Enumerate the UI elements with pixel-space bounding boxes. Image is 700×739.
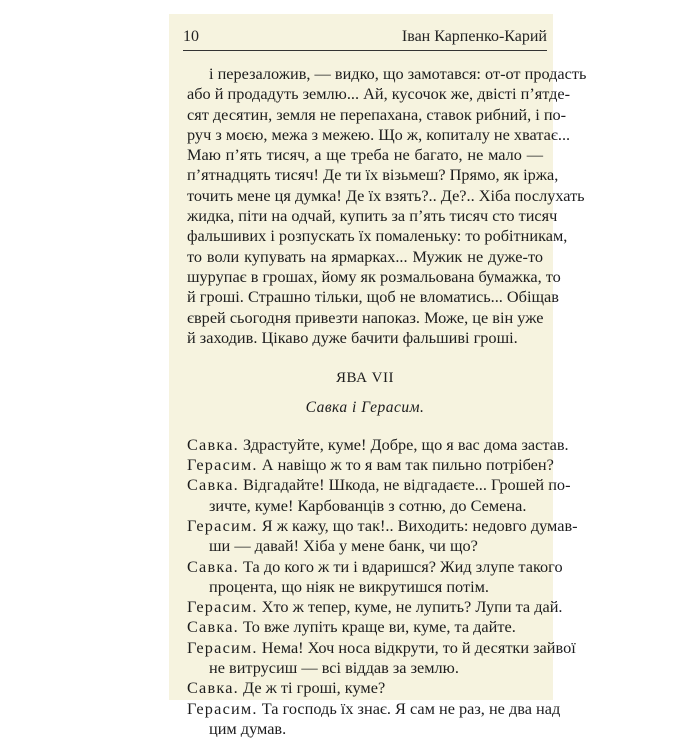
dialogue-turn: [187, 556, 563, 598]
running-head-author: Іван Карпенко-Карий: [401, 28, 547, 45]
dialogue-text: Здрастуйте, куме! Добре, що я вас дома застав.: [243, 434, 569, 454]
paragraph-line: жидка, піти на одчай, купить за п’ять тисяч сто тисяч: [187, 206, 558, 226]
book-page: [169, 14, 587, 738]
dialogue-text: не витрусиш — всі віддав за землю.: [209, 658, 459, 678]
dialogue-text: Де ж ті гроші, куме?: [243, 678, 386, 698]
running-header: [183, 28, 547, 51]
paragraph-line: точить мене ця думка! Де їх взять?.. Де?.. Хіба послухать: [187, 185, 585, 205]
speaker-name: Герасим.: [187, 515, 258, 535]
dialogue-text: То вже лупіть краще ви, куме, та дайте.: [243, 617, 516, 637]
paragraph-line: й гроші. Страшно тільки, щоб не вломатись... Обіщав: [187, 287, 559, 307]
paragraph-line: Маю п’ять тисяч, а ще треба не багато, не мало —: [187, 145, 543, 165]
page-body: [187, 64, 587, 739]
dialogue-text: Я ж кажу, що так!.. Виходить: недовго думав-: [261, 515, 578, 535]
dialogue: [187, 434, 578, 739]
scene-characters: Савка і Герасим.: [305, 399, 425, 417]
dialogue-line: [187, 698, 561, 719]
dialogue-text: процента, що ніяк не викрутишся потім.: [209, 576, 489, 596]
dialogue-line: [187, 658, 543, 678]
dialogue-line: [187, 637, 576, 658]
paragraph-line: руч з моєю, межа з межею. Що ж, копиталу не хватає...: [187, 124, 571, 144]
dialogue-line: [187, 617, 543, 637]
dialogue-line: [187, 577, 543, 597]
paragraph-line: єврей сьогодня привезти напоказ. Може, це він уже: [187, 307, 544, 327]
dialogue-turn: [187, 597, 563, 617]
speaker-name: Савка.: [187, 556, 239, 576]
speaker-name: Савка.: [187, 617, 239, 637]
dialogue-text: Та господь їх знає. Я сам не раз, не два над: [261, 698, 561, 718]
speaker-name: Савка.: [187, 678, 239, 698]
paragraph-line: й заходив. Цікаво дуже бачити фальшиві гроші.: [187, 327, 518, 347]
dialogue-text: зичте, куме! Карбованців з сотню, до Семена.: [209, 495, 527, 515]
dialogue-turn: [187, 475, 571, 516]
paragraph-line: сят десятин, земля не перепахана, ставок рибний, і по-: [187, 104, 567, 124]
dialogue-turn: [187, 455, 554, 475]
dialogue-text: ши — давай! Хіба у мене банк, чи що?: [209, 536, 478, 556]
paragraph-line: п’ятнадцять тисяч! Де ти їх візьмеш? Прямо, як іржа,: [187, 165, 559, 185]
monologue-paragraph: [187, 64, 587, 348]
paragraph-line: або й продадуть землю... Ай, кусочок же, двісті п’ятде-: [187, 84, 571, 104]
dialogue-text: Нема! Хоч носа відкрути, то й десятки зайвої: [261, 637, 576, 657]
dialogue-line: [187, 455, 554, 475]
speaker-name: Герасим.: [187, 455, 258, 475]
paragraph-line: то воли купувать на ярмарках... Мужик не дуже-то: [187, 246, 543, 266]
dialogue-line: [187, 434, 569, 455]
dialogue-line: [187, 556, 563, 577]
dialogue-turn: [187, 434, 569, 455]
speaker-name: Савка.: [187, 434, 239, 454]
dialogue-turn: [187, 637, 576, 679]
dialogue-text: Хто ж тепер, куме, не лупить? Лупи та дай.: [261, 597, 563, 617]
scene-title: ЯВА VII: [336, 370, 394, 387]
dialogue-line: [187, 536, 543, 556]
dialogue-text: Та до кого ж ти і вдаришся? Жид злупе такого: [243, 556, 563, 576]
paragraph-line: фальшивих і розпускать їх помаленьку: то робітникам,: [187, 226, 568, 246]
dialogue-line: [187, 475, 571, 495]
dialogue-turn: [187, 515, 578, 557]
dialogue-turn: [187, 698, 561, 739]
dialogue-turn: [187, 678, 543, 698]
page-number: 10: [183, 28, 199, 45]
dialogue-text: А навіщо ж то я вам так пильно потрібен?: [261, 455, 554, 475]
dialogue-turn: [187, 617, 543, 637]
speaker-name: Савка.: [187, 475, 239, 495]
dialogue-line: [187, 597, 563, 617]
paragraph-line: і перезаложив, — видко, що замотався: от-от продасть: [209, 64, 587, 83]
speaker-name: Герасим.: [187, 637, 258, 657]
dialogue-line: [187, 678, 543, 698]
dialogue-text: Відгадайте! Шкода, не відгадаєте... Грошей по-: [243, 475, 571, 495]
speaker-name: Герасим.: [187, 597, 258, 617]
dialogue-text: цим думав.: [209, 718, 287, 738]
dialogue-line: [187, 496, 543, 516]
paragraph-line: шурупає в грошах, йому як розмальована бумажка, то: [187, 266, 561, 286]
dialogue-line: [187, 719, 543, 739]
dialogue-line: [187, 515, 578, 536]
speaker-name: Герасим.: [187, 698, 258, 718]
